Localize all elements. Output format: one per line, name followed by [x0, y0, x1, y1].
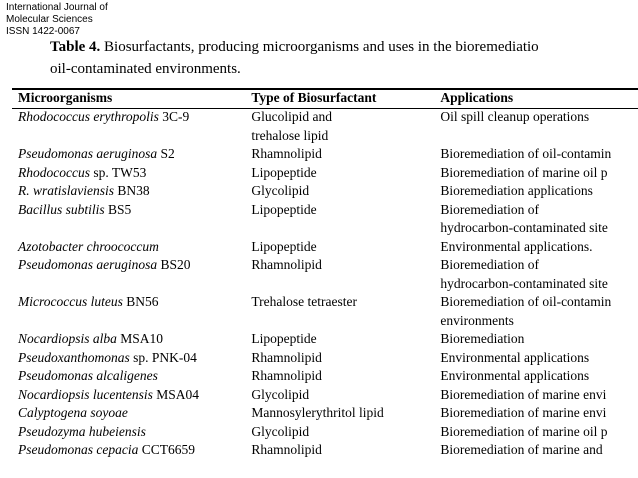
journal-issn: ISSN 1422-0067: [6, 26, 80, 37]
table-row: [12, 256, 638, 293]
species-name: Bacillus subtilis: [18, 201, 105, 217]
table-row: [12, 293, 638, 330]
application-line: Bioremediation of oil-contamin: [440, 146, 612, 161]
cell-biosurfactant-type: [251, 404, 440, 423]
cell-application: [440, 164, 638, 183]
application-line: Bioremediation of: [440, 257, 539, 272]
species-name: Azotobacter chroococcum: [18, 238, 159, 254]
strain-id: S2: [157, 146, 175, 161]
strain-id: BS20: [157, 257, 191, 272]
biosurfactant-type-line: Rhamnolipid: [251, 257, 322, 272]
table-row: [12, 145, 638, 164]
table-row: [12, 441, 638, 460]
application-line: hydrocarbon-contaminated site: [440, 275, 608, 291]
header-applications: Applications: [440, 90, 514, 106]
cell-microorganism: [12, 164, 251, 183]
cell-microorganism: [12, 404, 251, 423]
cell-application: [440, 293, 638, 330]
table-caption: [50, 36, 638, 80]
cell-microorganism: [12, 238, 251, 257]
application-line: Bioremediation of marine oil p: [440, 164, 608, 180]
table-row: [12, 238, 638, 257]
application-line: Environmental applications: [440, 368, 590, 383]
table-caption-label: Table 4.: [50, 39, 101, 55]
table-caption-text-line2: oil-contaminated environments.: [50, 61, 241, 77]
application-line: Bioremediation of marine envi: [440, 386, 607, 402]
species-name: Micrococcus luteus: [18, 294, 123, 309]
cell-biosurfactant-type: [251, 293, 440, 330]
biosurfactant-type-line: Trehalose tetraester: [251, 294, 357, 309]
table-header-row: [12, 89, 638, 108]
application-line: Bioremediation applications: [440, 183, 593, 198]
application-line: Oil spill cleanup operations: [440, 109, 590, 124]
cell-application: [440, 145, 638, 164]
cell-microorganism: [12, 423, 251, 442]
application-line: Bioremediation of marine oil p: [440, 423, 608, 439]
journal-name-line1: International Journal of: [6, 2, 108, 13]
header-microorganisms: Microorganisms: [18, 90, 113, 106]
cell-microorganism: [12, 293, 251, 330]
cell-biosurfactant-type: [251, 108, 440, 145]
cell-microorganism: [12, 386, 251, 405]
strain-id: CCT6659: [138, 442, 195, 457]
cell-biosurfactant-type: [251, 367, 440, 386]
application-line: Bioremediation of oil-contamin: [440, 294, 612, 309]
species-name: R. wratislaviensis: [18, 183, 115, 198]
cell-microorganism: [12, 256, 251, 293]
table-row: [12, 367, 638, 386]
species-name: Pseudozyma hubeiensis: [18, 423, 146, 439]
cell-biosurfactant-type: [251, 256, 440, 293]
table-row: [12, 164, 638, 183]
biosurfactant-type-line: Glycolipid: [251, 386, 310, 402]
cell-microorganism: [12, 145, 251, 164]
application-line: Bioremediation of: [440, 201, 539, 217]
biosurfactant-type-line: Lipopeptide: [251, 238, 317, 254]
cell-application: [440, 349, 638, 368]
cell-application: [440, 330, 638, 349]
table-row: [12, 386, 638, 405]
biosurfactant-type-line: Lipopeptide: [251, 201, 317, 217]
cell-microorganism: [12, 201, 251, 238]
application-line: Bioremediation of marine envi: [440, 405, 607, 420]
biosurfactant-type-line: Rhamnolipid: [251, 442, 322, 457]
cell-application: [440, 386, 638, 405]
table-row: [12, 201, 638, 238]
cell-application: [440, 367, 638, 386]
biosurfactant-type-line: Glycolipid: [251, 423, 310, 439]
species-name: Nocardiopsis lucentensis: [18, 386, 153, 402]
biosurfactant-type-line: Lipopeptide: [251, 164, 317, 180]
species-name: Pseudomonas alcaligenes: [18, 368, 158, 383]
biosurfactant-type-line: Lipopeptide: [251, 331, 317, 346]
species-name: Rhodococcus erythropolis: [18, 109, 159, 124]
table-body: [12, 108, 638, 460]
strain-id: MSA04: [152, 386, 200, 402]
strain-id: sp. TW53: [89, 164, 147, 180]
cell-biosurfactant-type: [251, 164, 440, 183]
species-name: Calyptogena soyoae: [18, 405, 128, 420]
application-line: Bioremediation of marine and: [440, 442, 603, 457]
cell-microorganism: [12, 108, 251, 145]
cell-biosurfactant-type: [251, 182, 440, 201]
biosurfactant-type-line: Glucolipid and: [251, 109, 332, 124]
strain-id: BS5: [104, 201, 132, 217]
cell-microorganism: [12, 182, 251, 201]
species-name: Pseudomonas aeruginosa: [18, 257, 158, 272]
cell-biosurfactant-type: [251, 441, 440, 460]
species-name: Pseudomonas aeruginosa: [18, 146, 158, 161]
biosurfactant-table: [12, 89, 638, 460]
species-name: Pseudoxanthomonas: [18, 349, 130, 365]
biosurfactant-type-line: Rhamnolipid: [251, 368, 322, 383]
cell-application: [440, 423, 638, 442]
cell-application: [440, 182, 638, 201]
application-line: Environmental applications.: [440, 238, 593, 254]
strain-id: MSA10: [116, 331, 164, 346]
cell-biosurfactant-type: [251, 201, 440, 238]
cell-biosurfactant-type: [251, 349, 440, 368]
cell-microorganism: [12, 367, 251, 386]
cell-biosurfactant-type: [251, 423, 440, 442]
biosurfactant-type-line: Mannosylerythritol lipid: [251, 405, 384, 420]
cell-microorganism: [12, 330, 251, 349]
species-name: Nocardiopsis alba: [18, 331, 117, 346]
table-row: [12, 182, 638, 201]
cell-microorganism: [12, 441, 251, 460]
biosurfactant-type-line: Rhamnolipid: [251, 349, 322, 365]
species-name: Rhodococcus: [18, 164, 90, 180]
cell-biosurfactant-type: [251, 145, 440, 164]
application-line: Bioremediation: [440, 331, 525, 346]
species-name: Pseudomonas cepacia: [18, 442, 139, 457]
cell-application: [440, 238, 638, 257]
table-row: [12, 349, 638, 368]
biosurfactant-type-line: trehalose lipid: [251, 127, 329, 143]
biosurfactant-type-line: Glycolipid: [251, 183, 310, 198]
biosurfactant-type-line: Rhamnolipid: [251, 146, 322, 161]
strain-id: sp. PNK-04: [129, 349, 197, 365]
header-biosurfactant-type: Type of Biosurfactant: [251, 90, 377, 106]
strain-id: BN56: [122, 294, 159, 309]
journal-name-line2: Molecular Sciences: [6, 14, 93, 25]
strain-id: BN38: [114, 183, 150, 198]
table-row: [12, 423, 638, 442]
table-row: [12, 404, 638, 423]
application-line: hydrocarbon-contaminated site: [440, 220, 608, 235]
cell-application: [440, 108, 638, 145]
table-row: [12, 330, 638, 349]
application-line: environments: [440, 312, 514, 328]
cell-biosurfactant-type: [251, 386, 440, 405]
cell-application: [440, 201, 638, 238]
table-caption-text: Biosurfactants, producing microorganisms and uses in the bioremediatio: [104, 39, 539, 55]
table-row: [12, 108, 638, 145]
cell-application: [440, 404, 638, 423]
cell-microorganism: [12, 349, 251, 368]
cell-application: [440, 256, 638, 293]
application-line: Environmental applications: [440, 349, 590, 365]
cell-application: [440, 441, 638, 460]
cell-biosurfactant-type: [251, 238, 440, 257]
journal-header: [6, 2, 108, 38]
strain-id: 3C-9: [158, 109, 190, 124]
cell-biosurfactant-type: [251, 330, 440, 349]
